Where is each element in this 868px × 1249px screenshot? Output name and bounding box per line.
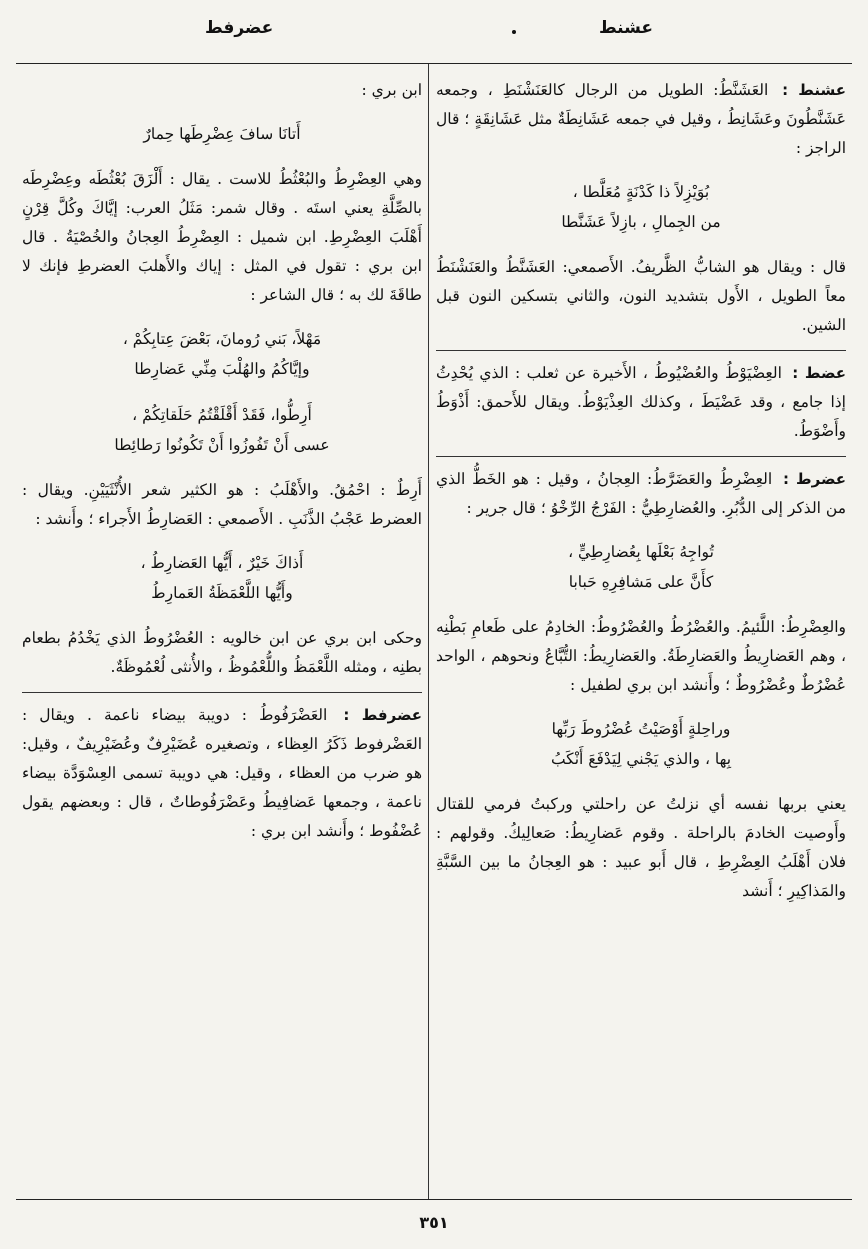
verse (22, 324, 422, 384)
verse-line: عسى أَنْ تَفُوزُوا أَنْ تَكُونُوا رَطائِطا (114, 436, 330, 454)
entry-adrat-continued (22, 76, 422, 682)
entry-headword: عضط : (792, 364, 846, 382)
verse-line: أَرِطُّوا، فَقَدْ أَقْلَقْتُمُ حَلَقاتِكُمْ ، (132, 406, 312, 424)
verse-line: بُوَيْزِلاً ذا كَدْنَةٍ مُعَلَّطا ، (572, 183, 710, 201)
verse-line: مَهْلاً، بَني رُومانَ، بَعْضَ عِتابِكُمْ ، (122, 330, 322, 348)
verse (436, 177, 846, 237)
entry-headword: عشنط : (782, 81, 846, 99)
verse-line: وراحِلةٍ أَوْصَيْتُ عُضْرُوطَ رَبِّها (551, 720, 731, 738)
entry-text: ابن بري : (361, 81, 422, 99)
entry-headword: عضرط : (782, 470, 846, 488)
entry-text: قال : ويقال هو الشابُّ الظَّريفُ. الأَصمعي: العَشَنَّطُ والعَنَشْنَطُ معاً الطويل ، الأَول بتشديد النون، والثاني بتسكين النون قبل الشين. (436, 258, 846, 334)
entry-headword: عضرفط : (343, 706, 422, 724)
verse-line: تُواجِهُ بَعْلَها بِعُضارِطِيٍّ ، (568, 543, 714, 561)
entry-adrafut (22, 692, 422, 846)
entry-text: العَضْرَفُوطُ : دويبة بيضاء ناعمة . ويقال : العَضْرفوط ذَكَرُ العِظاء ، وتصغيره عُضَيْرِفٌ وعُضَيْرِيفٌ ، وقيل: هو ضرب من العظاء ، وقيل: هي دويبة تسمى العِسْوَدَّة بيضاء ناعمة ، وجمعها عَضافِيطُ وعَضْرَفُوطاتٌ ، قال : وبعضهم يقول عُضْفُوط ؛ وأَنشد ابن بري : (22, 706, 422, 840)
entry-adt (436, 350, 846, 446)
verse (436, 537, 846, 597)
bottom-rule (16, 1199, 852, 1200)
page-number: ٣٥١ (419, 1213, 449, 1232)
entry-text: والعِضْرِطُ: اللَّئيمُ. والعُضْرُطُ والعُضْرُوطُ: الخادِمُ على طَعامِ بَطْنِه ، وهم العَضارِيطُ والعَضارِطَةُ. والعَضارِيطُ: التُّبَّاعُ ونحوهم ، الواحد عُضْرُطٌ وعُضْرُوطٌ ؛ وأَنشد ابن بري لطفيل : (436, 618, 846, 694)
verse (436, 714, 846, 774)
entry-adrat (436, 456, 846, 906)
entry-text: العَشَنَّطُ: الطويل من الرجال كالعَنَشْنَطِ ، وجمعه عَشَنَّطُونَ وعَشَانِطُ ، وقيل في جمعه عَشَانِطَةٌ مثل عَشَانِقَةٍ ؛ قال الراجز : (436, 81, 846, 157)
entry-text: العِضْيَوْطُ والعُضْيُوطُ ، الأَخيرة عن ثعلب : الذي يُحْدِثُ إذا جامع ، وقد عَضْيَطَ ، وكذلك العِذْيَوْطُ. ويقال للأَحمق: أَذْوَطُ وأَضْوَطُ. (436, 364, 846, 440)
verse (22, 119, 422, 149)
column-divider (428, 64, 429, 1199)
verse-line: كأَنَّ على مَشافِرِهِ حَبابا (568, 573, 714, 591)
verse-line: أَتانَا سافَ عِضْرِطَها حِمارٌ (143, 125, 301, 143)
entry-text: يعني بربها نفسه أي نزلتُ عن راحلتي وركبتُ فرمي للقتال وأَوصيت الخادمَ بالراحلة . وقوم عَضارِيطُ: صَعالِيكُ. وقولهم : فلان أَهْلَبُ العِضْرِطِ ، قال أَبو عبيد : هو العِجانُ ما بين السَّبَّةِ والمَذاكِيرِ ؛ أَنشد (436, 795, 846, 900)
top-rule (16, 63, 852, 64)
running-header-right: عشنط (598, 18, 653, 38)
entry-text: أَرِطٌ : احْمُقُ. والأَهْلَبُ : هو الكثير شعر الأُنْثَيَيْنِ. ويقال : العضرط عَجْبُ الذَّنَبِ . الأَصمعي : العَضارِطُ الأَجراء ؛ وأَنشد : (22, 481, 422, 528)
verse-line: من الجِمالِ ، بازِلاً عَشَنَّطا (561, 213, 721, 231)
verse (22, 400, 422, 460)
right-column (436, 76, 846, 1191)
verse-line: أَذاكَ خَيْرٌ ، أَيُّها العَضارِطُ ، (140, 554, 304, 572)
entry-text: وحكى ابن بري عن ابن خالويه : العُضْرُوطُ الذي يَخْدُمُ بطعام بطنِه ، ومثله اللَّعْمَظُ واللُّعْمُوظُ ، والأُنثى لُعْمُوظَةٌ. (22, 629, 422, 676)
entry-text: العِضْرِطُ والعَضَرَّطُ: العِجانُ ، وقيل : هو الخَطُّ الذي من الذكر إلى الدُّبُرِ. والعُضارِطِيُّ : الفَرْجُ الرِّخْوُ ؛ قال جرير : (436, 470, 846, 517)
header-dot (512, 30, 516, 34)
entry-ashnat (436, 76, 846, 340)
verse-line: وإيَّاكُمُ والهُلْبَ مِنِّي عَضارِطا (134, 360, 310, 378)
left-column (22, 76, 422, 1191)
verse (22, 548, 422, 608)
entry-text: وهي العِضْرِطُ والبُعْثُطُ للاست . يقال : أَلْزَقَ بُعْثُطَه وعِضْرِطَه بالصِّلَّةِ يعني استَه . وقال شمر: مَثَلُ العرب: إيَّاكَ وكُلَّ قِرْنٍ أَهْلَبَ العِضْرِطِ. ابن شميل : العِضْرِطُ العِجانُ والخُصْيَةُ . قال ابن بري : تقول في المثل : إياك والأَهلبَ العضرطِ فإنك لا طاقَةَ لك به ؛ قال الشاعر : (22, 170, 422, 304)
verse-line: وأَيُّها اللَّعْمَظَةُ العَمارِطُ (151, 584, 293, 602)
verse-line: بِها ، والذي يَجْني لِيَدْفَعَ أَنْكَبُ (550, 750, 732, 768)
running-header-left: عضرفط (205, 18, 274, 38)
